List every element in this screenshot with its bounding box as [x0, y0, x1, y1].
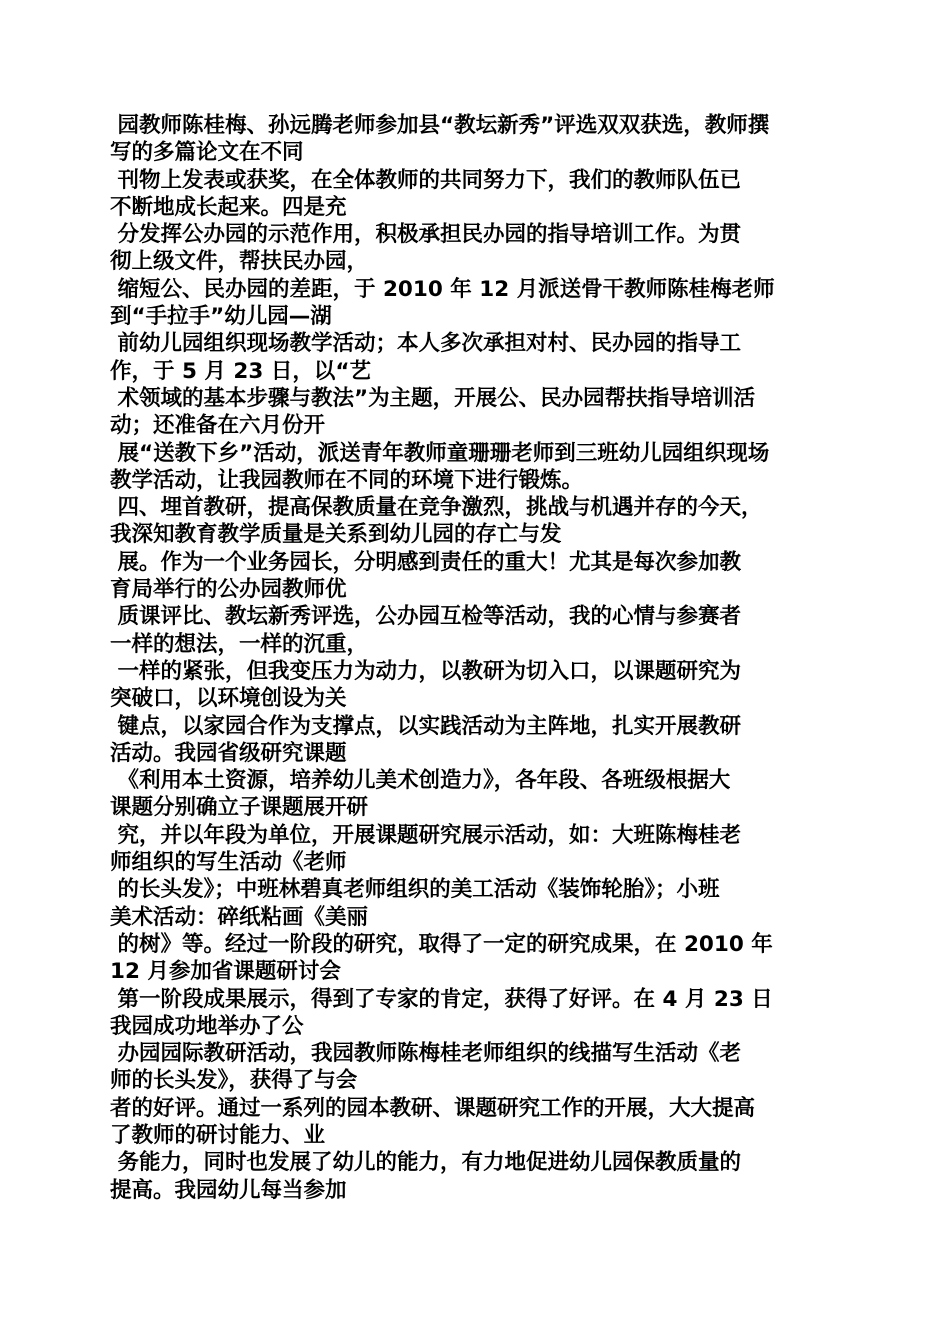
text-line: 究，并以年段为单位，开展课题研究展示活动，如：大班陈梅桂老: [110, 822, 741, 848]
text-line: 不断地成长起来。四是充: [110, 194, 347, 220]
text-line: 美术活动：碎纸粘画《美丽: [110, 904, 369, 930]
text-line: 了教师的研讨能力、业: [110, 1122, 326, 1148]
text-line: 师的长头发》，获得了与会: [110, 1068, 358, 1094]
text-line: 键点，以家园合作为支撑点，以实践活动为主阵地，扎实开展教研: [110, 713, 741, 739]
text-line: 活动。我园省级研究课题: [110, 740, 347, 766]
text-line: 写的多篇论文在不同: [110, 140, 304, 166]
text-line: 育局举行的公办园教师优: [110, 577, 347, 603]
text-line: 刊物上发表或获奖，在全体教师的共同努力下，我们的教师队伍已: [110, 167, 741, 193]
text-line: 12 月参加省课题研讨会: [110, 959, 341, 985]
text-line: 我深知教育教学质量是关系到幼儿园的存亡与发: [110, 522, 562, 548]
text-line: 教学活动，让我园教师在不同的环境下进行锻炼。: [110, 467, 584, 493]
text-line: 者的好评。通过一系列的园本教研、课题研究工作的开展，大大提高: [110, 1095, 756, 1121]
text-line: 作，于 5 月 23 日，以“艺: [110, 358, 371, 384]
text-line: 的长头发》；中班林碧真老师组织的美工活动《装饰轮胎》；小班: [110, 877, 720, 903]
text-line: 缩短公、民办园的差距，于 2010 年 12 月派送骨干教师陈桂梅老师: [110, 276, 775, 302]
text-line: 《利用本土资源，培养幼儿美术创造力》，各年段、各班级根据大: [110, 768, 731, 794]
text-line: 提高。我园幼儿每当参加: [110, 1177, 347, 1203]
text-line: 园教师陈桂梅、孙远腾老师参加县“教坛新秀”评选双双获选，教师撰: [110, 113, 770, 138]
text-line: 突破口，以环境创设为关: [110, 686, 347, 712]
text-line: 一样的想法，一样的沉重，: [110, 631, 369, 657]
text-line: 第一阶段成果展示，得到了专家的肯定，获得了好评。在 4 月 23 日: [110, 986, 773, 1012]
text-line: 师组织的写生活动《老师: [110, 850, 347, 876]
text-line: 到“手拉手”幼儿园—湖: [110, 304, 332, 330]
text-line: 办园园际教研活动，我园教师陈梅桂老师组织的线描写生活动《老: [110, 1041, 741, 1067]
text-line: 一样的紧张，但我变压力为动力，以教研为切入口，以课题研究为: [110, 658, 741, 684]
text-line: 质课评比、教坛新秀评选，公办园互检等活动，我的心情与参赛者: [110, 604, 741, 630]
text-line: 彻上级文件，帮扶民办园，: [110, 249, 369, 275]
text-line: 四、埋首教研，提高保教质量在竞争激烈，挑战与机遇并存的今天，: [110, 495, 763, 521]
text-line: 课题分别确立子课题展开研: [110, 795, 369, 821]
text-line: 动；还准备在六月份开: [110, 413, 326, 439]
text-line: 前幼儿园组织现场教学活动；本人多次承担对村、民办园的指导工: [110, 331, 741, 357]
text-line: 分发挥公办园的示范作用，积极承担民办园的指导培训工作。为贯: [110, 222, 741, 248]
text-line: 我园成功地举办了公: [110, 1013, 304, 1039]
text-line: 展。作为一个业务园长，分明感到责任的重大！尤其是每次参加教: [110, 549, 741, 575]
text-line: 的树》等。经过一阶段的研究，取得了一定的研究成果，在 2010 年: [110, 931, 773, 957]
text-line: 务能力，同时也发展了幼儿的能力，有力地促进幼儿园保教质量的: [110, 1150, 741, 1176]
text-line: 术领域的基本步骤与教法”为主题，开展公、民办园帮扶指导培训活: [110, 385, 756, 411]
document-body: [110, 112, 840, 1204]
text-line: 展“送教下乡”活动，派送青年教师童珊珊老师到三班幼儿园组织现场: [110, 440, 770, 466]
